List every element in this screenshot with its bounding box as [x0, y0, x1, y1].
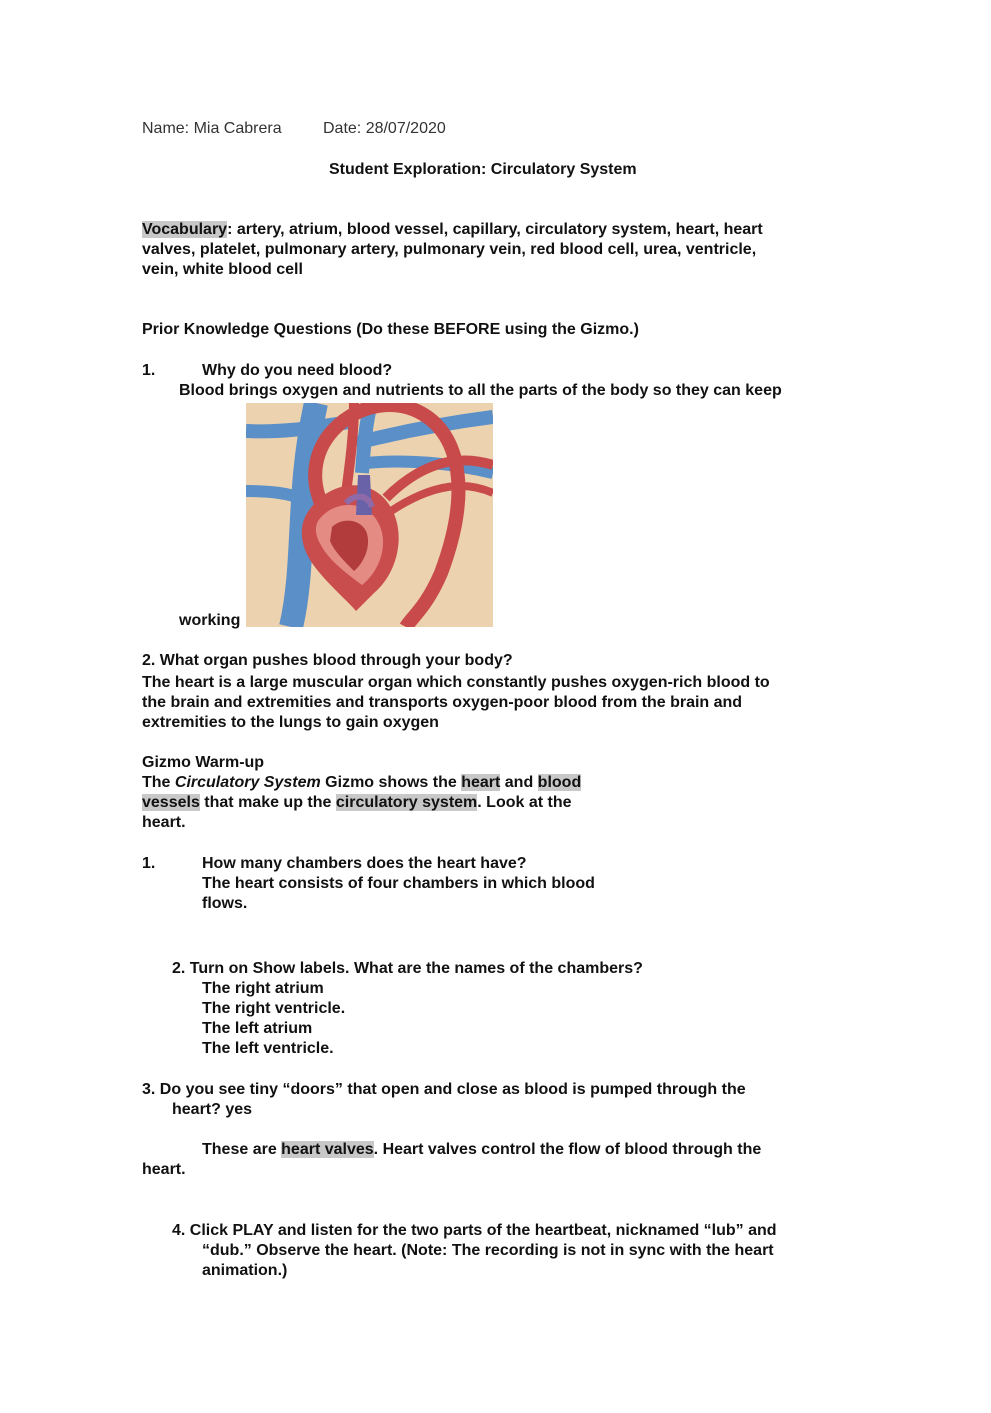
- warmup-q1-number: 1.: [142, 855, 156, 872]
- chamber-answer: The left ventricle.: [202, 1040, 334, 1057]
- warmup-q1-question: How many chambers does the heart have?: [202, 855, 527, 872]
- highlight-blood: blood: [537, 774, 582, 791]
- chamber-answer: The left atrium: [202, 1020, 313, 1037]
- warmup-q1-answer-line-1: The heart consists of four chambers in which blood: [202, 875, 595, 892]
- warmup-q2-question: 2. Turn on Show labels. What are the names of the chambers?: [172, 960, 643, 977]
- chamber-answer: The right ventricle.: [202, 1000, 346, 1017]
- warmup-intro-line-1: The Circulatory System Gizmo shows the heart and blood: [142, 774, 582, 791]
- highlight-circulatory-system: circulatory system: [335, 794, 478, 811]
- prior-knowledge-heading: Prior Knowledge Questions (Do these BEFORE using the Gizmo.): [142, 321, 639, 338]
- prior-q2-answer-line-1: The heart is a large muscular organ which constantly pushes oxygen-rich blood to: [142, 674, 770, 691]
- chamber-answer: The right atrium: [202, 980, 324, 997]
- heart-valves-line-1: These are heart valves. Heart valves control the flow of blood through the: [202, 1141, 762, 1158]
- heart-illustration: [246, 403, 493, 627]
- warmup-intro-line-3: heart.: [142, 814, 186, 831]
- page-title: Student Exploration: Circulatory System: [329, 161, 637, 178]
- prior-q1-answer-line-1: Blood brings oxygen and nutrients to all the parts of the body so they can keep: [179, 382, 782, 399]
- highlight-heart-valves: heart valves: [281, 1141, 374, 1158]
- heart-valves-line-2: heart.: [142, 1161, 186, 1178]
- prior-q2-answer-line-2: the brain and extremities and transports oxygen-poor blood from the brain and: [142, 694, 743, 711]
- warmup-q3-line-1: 3. Do you see tiny “doors” that open and close as blood is pumped through the: [142, 1081, 746, 1098]
- vocabulary-line-3: vein, white blood cell: [142, 261, 303, 278]
- student-name: Name: Mia Cabrera: [142, 120, 282, 137]
- warmup-q4-line-2: “dub.” Observe the heart. (Note: The recording is not in sync with the heart: [202, 1242, 774, 1259]
- warmup-q3-line-2: heart? yes: [172, 1101, 253, 1118]
- highlight-heart: heart: [461, 774, 501, 791]
- prior-q2-question: 2. What organ pushes blood through your body?: [142, 652, 513, 669]
- warmup-q4-line-3: animation.): [202, 1262, 288, 1279]
- prior-q1-number: 1.: [142, 362, 156, 379]
- highlight-vessels: vessels: [142, 794, 200, 811]
- warmup-q1-answer-line-2: flows.: [202, 895, 248, 912]
- warmup-heading: Gizmo Warm-up: [142, 754, 265, 771]
- warmup-q4-line-1: 4. Click PLAY and listen for the two parts of the heartbeat, nicknamed “lub” and: [172, 1222, 777, 1239]
- prior-q2-answer-line-3: extremities to the lungs to gain oxygen: [142, 714, 439, 731]
- vocabulary-line-1: Vocabulary: artery, atrium, blood vessel, capillary, circulatory system, heart, heart: [142, 221, 763, 238]
- vocabulary-label: Vocabulary: [142, 221, 228, 238]
- vocabulary-line-2: valves, platelet, pulmonary artery, pulmonary vein, red blood cell, urea, ventricle,: [142, 241, 757, 258]
- prior-q1-question: Why do you need blood?: [202, 362, 393, 379]
- date: Date: 28/07/2020: [323, 120, 446, 137]
- prior-q1-answer-line-2: working: [179, 612, 241, 629]
- warmup-intro-line-2: vessels that make up the circulatory system. Look at the: [142, 794, 572, 811]
